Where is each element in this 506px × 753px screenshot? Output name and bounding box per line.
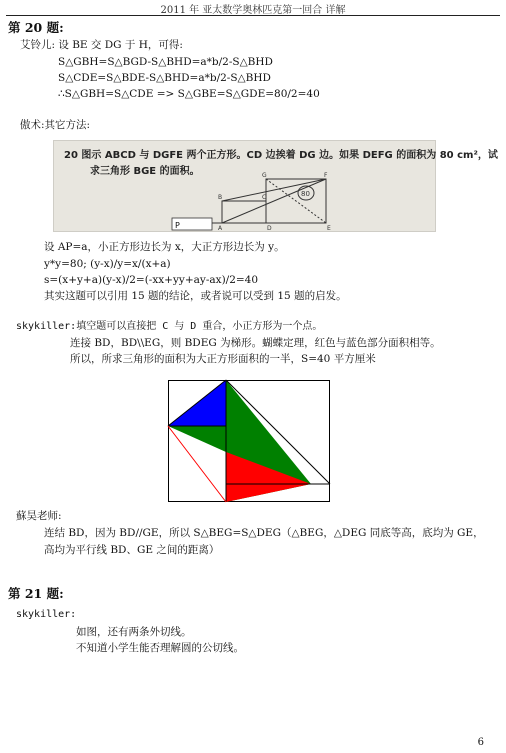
page-number: 6 xyxy=(477,737,484,748)
photo-label-p: P xyxy=(175,221,180,230)
suhao-line-1: 连结 BD，因为 BD//GE，所以 S△BEG=S△DEG（△BEG，△DEG 同底等高，底均为 GE， xyxy=(44,527,484,539)
q21-line-2: 不知道小学生能否理解圆的公切线。 xyxy=(76,642,244,654)
photo-label-f: F xyxy=(324,172,328,179)
header-divider xyxy=(6,15,500,16)
aoshu-line-4: 其实这题可以引用 15 题的结论，或者说可以受到 15 题的启发。 xyxy=(44,290,347,302)
photo-label-g: G xyxy=(262,172,267,179)
ailinger-line-3: ∴S△GBH=S△CDE => S△GBE=S△GDE=80/2=40 xyxy=(58,88,320,100)
ailinger-line-1: S△GBH=S△BGD-S△BHD=a*b/2-S△BHD xyxy=(58,56,273,68)
ailinger-line-2: S△CDE=S△BDE-S△BHD=a*b/2-S△BHD xyxy=(58,72,271,84)
aoshu-intro: 傲术:其它方法: xyxy=(20,119,91,131)
suhao-intro: 蘇昊老师: xyxy=(16,510,62,522)
photo-figure xyxy=(54,141,437,233)
q21-line-1: 如图，还有两条外切线。 xyxy=(76,626,192,638)
q20-heading: 第 20 题: xyxy=(8,20,64,35)
problem-photo xyxy=(53,140,498,232)
photo-label-c: C xyxy=(262,194,267,201)
q21-skykiller-intro: skykiller: xyxy=(16,609,77,620)
photo-label-d: D xyxy=(267,225,272,232)
skykiller-line-1: 连接 BD，BD\\EG，则 BDEG 为梯形。蝴蝶定理，红色与蓝色部分面积相等。 xyxy=(70,337,441,349)
ailinger-intro: 艾铃儿: 设 BE 交 DG 于 H，可得: xyxy=(20,39,183,51)
aoshu-line-2: y*y=80; (y-x)/y=x/(x+a) xyxy=(44,258,171,270)
photo-text-line-2: 求三角形 BGE 的面积。 xyxy=(90,166,200,177)
skykiller-line-2: 所以，所求三角形的面积为大正方形面积的一半，S=40 平方厘米 xyxy=(70,353,376,365)
photo-label-area: 80 xyxy=(301,190,310,198)
q21-heading: 第 21 题: xyxy=(8,586,64,601)
page-header: 2011 年 亚太数学奥林匹克第一回合 详解 xyxy=(160,5,346,16)
aoshu-line-1: 设 AP=a，小正方形边长为 x，大正方形边长为 y。 xyxy=(44,241,285,253)
photo-label-a: A xyxy=(218,225,223,232)
colored-figure xyxy=(168,380,330,502)
photo-label-e: E xyxy=(327,225,331,232)
suhao-line-2: 高均为平行线 BD、GE 之间的距离） xyxy=(44,544,220,556)
aoshu-line-3: s=(x+y+a)(y-x)/2=(-xx+yy+ay-ax)/2=40 xyxy=(44,274,259,286)
skykiller-intro: skykiller:填空题可以直接把 C 与 D 重合，小正方形为一个点。 xyxy=(16,321,323,332)
photo-text-line-1: 20 图示 ABCD 与 DGFE 两个正方形。CD 边挨着 DG 边。如果 DEFG 的面积为 80 cm²，试 xyxy=(64,150,498,161)
photo-label-b: B xyxy=(218,194,223,201)
